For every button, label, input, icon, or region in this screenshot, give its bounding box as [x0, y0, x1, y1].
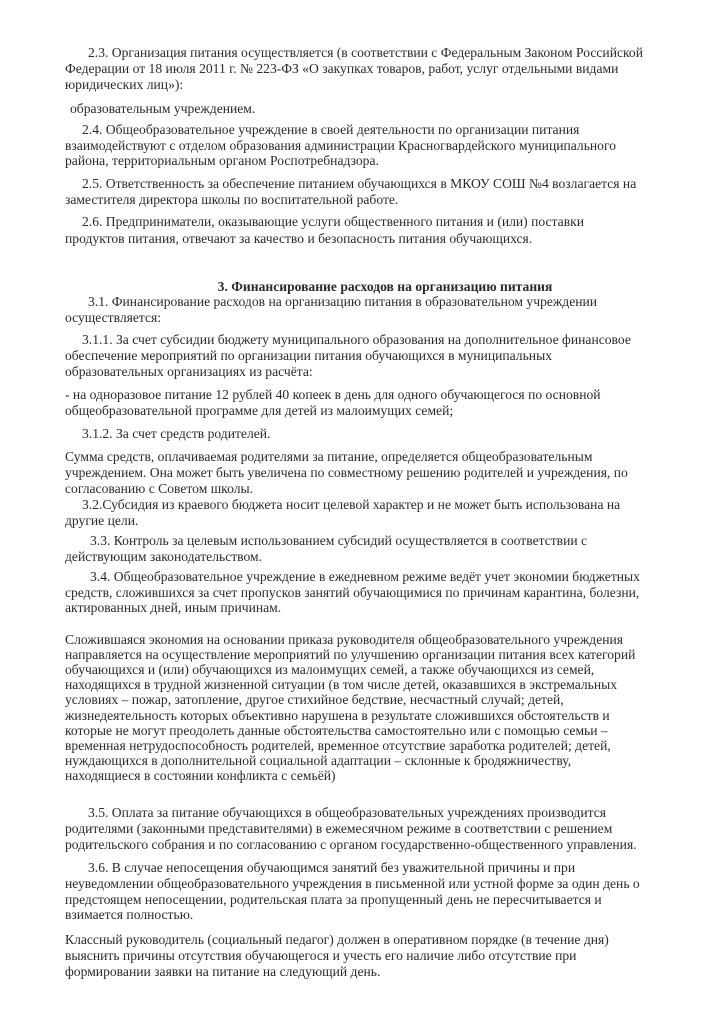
text-line: жизнедеятельность которых объективно нарушена в результате сложившихся обстоятельств и: [65, 707, 610, 723]
text-line: направляется на осуществление мероприятий по улучшению организации питания всех категорий: [65, 647, 636, 663]
text-line: формировании заявки на питание на следующий день.: [65, 964, 381, 979]
text-line: согласованию с Советом школы.: [65, 481, 254, 496]
text-line: 3.1. Финансирование расходов на организацию питания в образовательном учреждении: [88, 294, 598, 309]
text-line: действующим законодательством.: [65, 549, 263, 564]
text-line: 3.1.1. За счет субсидии бюджету муниципального образования на дополнительное финансовое: [82, 332, 631, 347]
text-line: образовательным учреждением.: [70, 101, 256, 116]
text-line: родительского собрания и по согласованию с органом государственно-общественного управления.: [65, 837, 637, 852]
text-line: 3.4. Общеобразовательное учреждение в ежедневном режиме ведёт учет экономии бюджетных: [90, 569, 640, 584]
text-line: предстоящем непосещении, родительская плата за пропущенный день не пересчитывается и: [65, 891, 602, 907]
text-line: актированных дней, иным причинам.: [65, 600, 282, 616]
text-line: 3.5. Оплата за питание обучающихся в общеобразовательных учреждениях производится: [88, 805, 606, 820]
text-line: выяснить причины отсутствия обучающегося и учесть его наличие либо отсутствие при: [65, 948, 577, 963]
text-line: заместителя директора школы по воспитательной работе.: [65, 192, 399, 207]
text-line: неуведомлении общеобразовательного учреждения в письменной или устной форме за один день о: [65, 875, 640, 891]
text-line: 3.2.Субсидия из краевого бюджета носит целевой характер и не может быть использована на: [82, 497, 621, 512]
text-line: взимается полностью.: [65, 907, 194, 923]
text-line: 3.3. Контроль за целевым использованием субсидий осуществляется в соответствии с: [90, 533, 588, 548]
text-line: Федерации от 18 июля 2011 г. № 223-ФЗ «О закупках товаров, работ, услуг отдельными видами: [65, 61, 619, 76]
text-line: находящиеся в состоянии конфликта с семьёй): [65, 767, 336, 783]
text-line: Сложившаяся экономия на основании приказа руководителя общеобразовательного учреждения: [65, 632, 624, 647]
section-heading: 3. Финансирование расходов на организацию питания: [217, 279, 553, 294]
text-line: другие цели.: [65, 513, 139, 528]
text-line: Сумма средств, оплачиваемая родителями за питание, определяется общеобразовательным: [65, 449, 593, 464]
text-line: условиях – пожар, затопление, другое стихийное бедствие, несчастный случай; детей,: [65, 692, 564, 708]
text-line: нуждающихся в дополнительной социальной адаптации – склонные к бродяжничеству,: [65, 752, 572, 768]
text-line: 3.1.2. За счет средств родителей.: [82, 426, 271, 441]
text-line: средств, сложившихся за счет пропусков занятий обучающимися по причинам карантина, болезни,: [65, 584, 640, 600]
text-line: 3.6. В случае непосещения обучающимся занятий без уважительной причины и при: [88, 860, 576, 875]
text-line: - на одноразовое питание 12 рублей 40 копеек в день для одного обучающегося по основной: [65, 387, 601, 402]
text-line: общеобразовательной программе для детей из малоимущих семей;: [65, 403, 454, 418]
text-line: 2.3. Организация питания осуществляется (в соответствии с Федеральным Законом Российской: [88, 45, 643, 60]
text-line: временная нетрудоспособность родителей, временное отсутствие заработка родителей; детей,: [65, 737, 611, 753]
text-line: 2.5. Ответственность за обеспечение питанием обучающихся в МКОУ СОШ №4 возлагается на: [82, 176, 637, 191]
text-line: которые не могут преодолеть данные обстоятельства самостоятельно или с помощью семьи –: [65, 722, 608, 738]
text-line: 2.4. Общеобразовательное учреждение в своей деятельности по организации питания: [82, 122, 580, 137]
text-line: учреждением. Она может быть увеличена по совместному решению родителей и учреждения, по: [65, 465, 628, 480]
text-line: 2.6. Предприниматели, оказывающие услуги общественного питания и (или) поставки: [82, 214, 584, 229]
text-line: осуществляется:: [65, 310, 162, 325]
text-line: района, территориальным органом Роспотребнадзора.: [65, 153, 379, 169]
text-line: обеспечение мероприятий по организации питания обучающихся в муниципальных: [65, 348, 552, 363]
text-line: родителями (законными представителями) в ежемесячном режиме в соответствии с решением: [65, 821, 613, 836]
text-line: продуктов питания, отвечают за качество и безопасность питания обучающихся.: [65, 230, 533, 246]
text-line: взаимодействуют с отделом образования администрации Красногвардейского муниципального: [65, 137, 617, 153]
text-line: юридических лиц»):: [65, 77, 184, 92]
text-line: обучающихся и (или) обучающихся из малоимущих семей, а также обучающихся из семей,: [65, 662, 595, 678]
text-line: образовательных организациях из расчёта:: [65, 364, 313, 379]
text-line: находящихся в трудной жизненной ситуации (в том числе детей, оказавшихся в экстремальных: [65, 677, 618, 693]
text-line: Классный руководитель (социальный педагог) должен в оперативном порядке (в течение дня): [65, 932, 609, 947]
